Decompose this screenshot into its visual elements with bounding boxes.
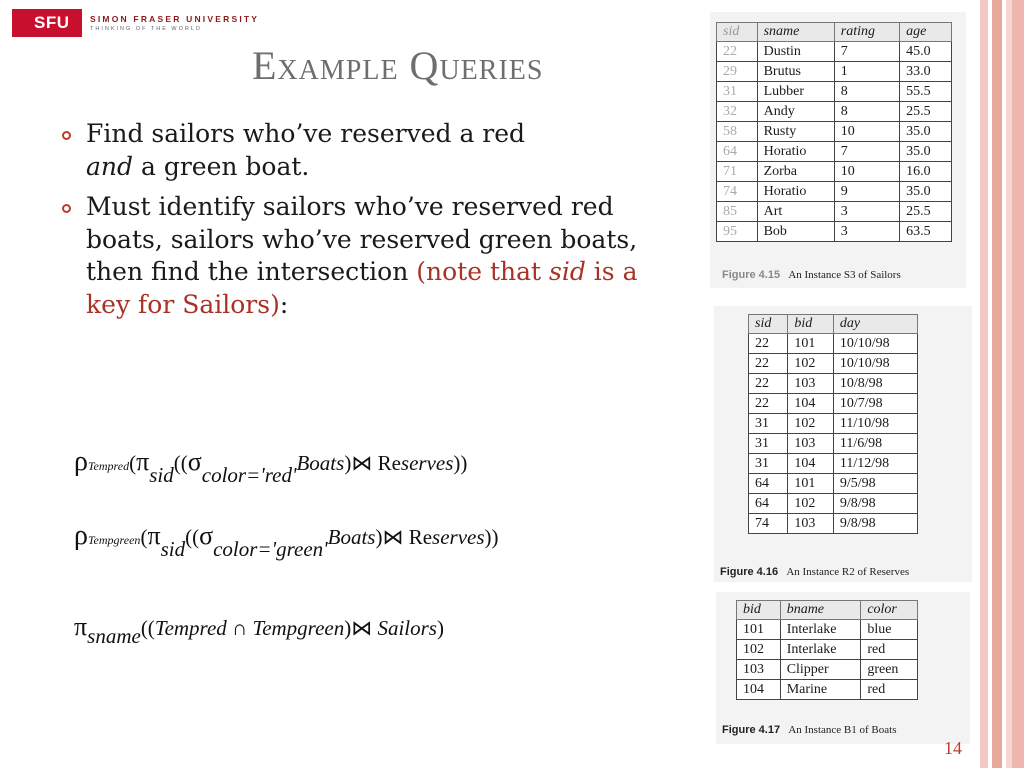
formula-tempgreen: ρTempgreen(πsid((σcolor='green'Boats)⋈ Reserves)) [74, 520, 499, 561]
reserves-cell: 64 [749, 474, 788, 494]
sailors-cell: Andy [757, 102, 834, 122]
boats-caption: Figure 4.17 An Instance B1 of Boats [722, 724, 897, 736]
sailors-cell: 35.0 [900, 142, 952, 162]
reserves-cell: 10/7/98 [833, 394, 917, 414]
decorative-stripes [980, 0, 1024, 768]
boats-col-color: color [861, 601, 918, 620]
sailors-cell: Dustin [757, 42, 834, 62]
sailors-cell: 16.0 [900, 162, 952, 182]
boats-col-bid: bid [737, 601, 781, 620]
sailors-cell: 3 [834, 222, 899, 242]
boats-cell: 103 [737, 660, 781, 680]
reserves-table [748, 314, 918, 534]
bullet-circle-icon [62, 204, 71, 213]
sailors-cell: Art [757, 202, 834, 222]
page-number: 14 [944, 738, 962, 758]
reserves-cell: 31 [749, 434, 788, 454]
bullet1-and: and [86, 151, 134, 181]
sailors-cell: Bob [757, 222, 834, 242]
reserves-cell: 102 [788, 414, 834, 434]
sailors-table [716, 22, 952, 242]
sailors-cell: 58 [717, 122, 758, 142]
bullet2-text: Must identify sailors who’ve reserved red boats, sailors who’ve reserved green boats, then find the intersection [86, 192, 638, 286]
sailors-cell: 22 [717, 42, 758, 62]
reserves-cell: 103 [788, 514, 834, 534]
reserves-cell: 22 [749, 354, 788, 374]
sailors-cell: 7 [834, 42, 899, 62]
reserves-cell: 102 [788, 354, 834, 374]
reserves-cell: 10/10/98 [833, 334, 917, 354]
reserves-cell: 22 [749, 334, 788, 354]
sailors-cell: 9 [834, 182, 899, 202]
reserves-row [749, 354, 918, 374]
reserves-cell: 31 [749, 414, 788, 434]
sailors-col-sname: sname [757, 23, 834, 42]
boats-table [736, 600, 918, 700]
sailors-cell: Brutus [757, 62, 834, 82]
bullet-item-2 [62, 191, 686, 321]
sailors-row [717, 122, 952, 142]
reserves-cell: 11/10/98 [833, 414, 917, 434]
bullet2-colon: : [279, 289, 289, 319]
logo-mark: SFU [12, 9, 82, 37]
bullet1-text-end: a green boat. [133, 151, 310, 181]
sailors-row [717, 182, 952, 202]
reserves-cell: 22 [749, 394, 788, 414]
sailors-cell: 45.0 [900, 42, 952, 62]
reserves-caption: Figure 4.16 An Instance R2 of Reserves [720, 566, 910, 578]
sailors-cell: 85 [717, 202, 758, 222]
boats-row [737, 620, 918, 640]
reserves-cell: 31 [749, 454, 788, 474]
sailors-caption: Figure 4.15 An Instance S3 of Sailors [722, 269, 901, 281]
sailors-cell: Rusty [757, 122, 834, 142]
reserves-row [749, 334, 918, 354]
sailors-cell: 35.0 [900, 182, 952, 202]
boats-cell: Clipper [780, 660, 861, 680]
bullet-circle-icon [62, 131, 71, 140]
sailors-cell: 10 [834, 122, 899, 142]
reserves-cell: 9/8/98 [833, 494, 917, 514]
logo-line2: THINKING OF THE WORLD [90, 26, 202, 32]
sailors-cell: 32 [717, 102, 758, 122]
sailors-row [717, 42, 952, 62]
sailors-cell: 25.5 [900, 202, 952, 222]
boats-cell: Marine [780, 680, 861, 700]
boats-cell: red [861, 640, 918, 660]
reserves-cell: 104 [788, 394, 834, 414]
sailors-cell: 8 [834, 82, 899, 102]
sailors-cell: 25.5 [900, 102, 952, 122]
sailors-row [717, 222, 952, 242]
reserves-cell: 101 [788, 474, 834, 494]
reserves-cell: 102 [788, 494, 834, 514]
reserves-cell: 9/8/98 [833, 514, 917, 534]
reserves-cell: 10/8/98 [833, 374, 917, 394]
sailors-cell: 55.5 [900, 82, 952, 102]
sailors-col-age: age [900, 23, 952, 42]
boats-cell: 101 [737, 620, 781, 640]
boats-cell: 102 [737, 640, 781, 660]
sailors-row [717, 162, 952, 182]
boats-cell: red [861, 680, 918, 700]
sailors-row [717, 102, 952, 122]
reserves-row [749, 494, 918, 514]
reserves-cell: 74 [749, 514, 788, 534]
sailors-cell: 63.5 [900, 222, 952, 242]
sailors-cell: 31 [717, 82, 758, 102]
sailors-col-rating: rating [834, 23, 899, 42]
reserves-cell: 11/12/98 [833, 454, 917, 474]
reserves-cell: 103 [788, 374, 834, 394]
bullet2-note: (note that sid is a key for Sailors) [86, 257, 638, 319]
reserves-row [749, 394, 918, 414]
formula-tempred: ρTempred(πsid((σcolor='red'Boats)⋈ Reserves)) [74, 446, 468, 487]
reserves-cell: 101 [788, 334, 834, 354]
boats-cell: 104 [737, 680, 781, 700]
reserves-row [749, 434, 918, 454]
reserves-cell: 103 [788, 434, 834, 454]
sailors-cell: 7 [834, 142, 899, 162]
slide-title: Example Queries [252, 43, 544, 88]
reserves-row [749, 454, 918, 474]
sailors-row [717, 82, 952, 102]
sailors-cell: 8 [834, 102, 899, 122]
sailors-cell: Zorba [757, 162, 834, 182]
bullet-item-1 [62, 118, 702, 183]
sfu-logo [12, 9, 259, 37]
logo-line1: SIMON FRASER UNIVERSITY [90, 14, 260, 24]
boats-header-row [737, 601, 918, 620]
reserves-cell: 9/5/98 [833, 474, 917, 494]
sailors-cell: 35.0 [900, 122, 952, 142]
boats-col-bname: bname [780, 601, 861, 620]
reserves-cell: 11/6/98 [833, 434, 917, 454]
boats-cell: blue [861, 620, 918, 640]
reserves-row [749, 474, 918, 494]
sailors-cell: 1 [834, 62, 899, 82]
sailors-row [717, 142, 952, 162]
boats-cell: green [861, 660, 918, 680]
reserves-cell: 64 [749, 494, 788, 514]
sailors-cell: 3 [834, 202, 899, 222]
reserves-row [749, 414, 918, 434]
sailors-col-sid: sid [717, 23, 758, 42]
sailors-cell: 29 [717, 62, 758, 82]
sailors-header-row [717, 23, 952, 42]
sailors-cell: Horatio [757, 182, 834, 202]
sailors-cell: 74 [717, 182, 758, 202]
sailors-cell: Lubber [757, 82, 834, 102]
boats-row [737, 640, 918, 660]
bullet1-text: Find sailors who’ve reserved a red [86, 119, 526, 148]
reserves-row [749, 374, 918, 394]
boats-cell: Interlake [780, 620, 861, 640]
sailors-cell: 71 [717, 162, 758, 182]
boats-row [737, 660, 918, 680]
reserves-header-row [749, 315, 918, 334]
reserves-row [749, 514, 918, 534]
sailors-cell: Horatio [757, 142, 834, 162]
bullet-list [62, 118, 702, 329]
sailors-cell: 64 [717, 142, 758, 162]
reserves-col-bid: bid [788, 315, 834, 334]
logo-text [90, 14, 259, 32]
formula-result: πsname((Tempred ∩ Tempgreen)⋈ Sailors) [74, 612, 444, 648]
reserves-col-day: day [833, 315, 917, 334]
boats-cell: Interlake [780, 640, 861, 660]
sailors-cell: 95 [717, 222, 758, 242]
reserves-cell: 22 [749, 374, 788, 394]
sailors-cell: 33.0 [900, 62, 952, 82]
boats-row [737, 680, 918, 700]
sailors-cell: 10 [834, 162, 899, 182]
reserves-cell: 10/10/98 [833, 354, 917, 374]
reserves-col-sid: sid [749, 315, 788, 334]
reserves-cell: 104 [788, 454, 834, 474]
sailors-row [717, 202, 952, 222]
sailors-row [717, 62, 952, 82]
